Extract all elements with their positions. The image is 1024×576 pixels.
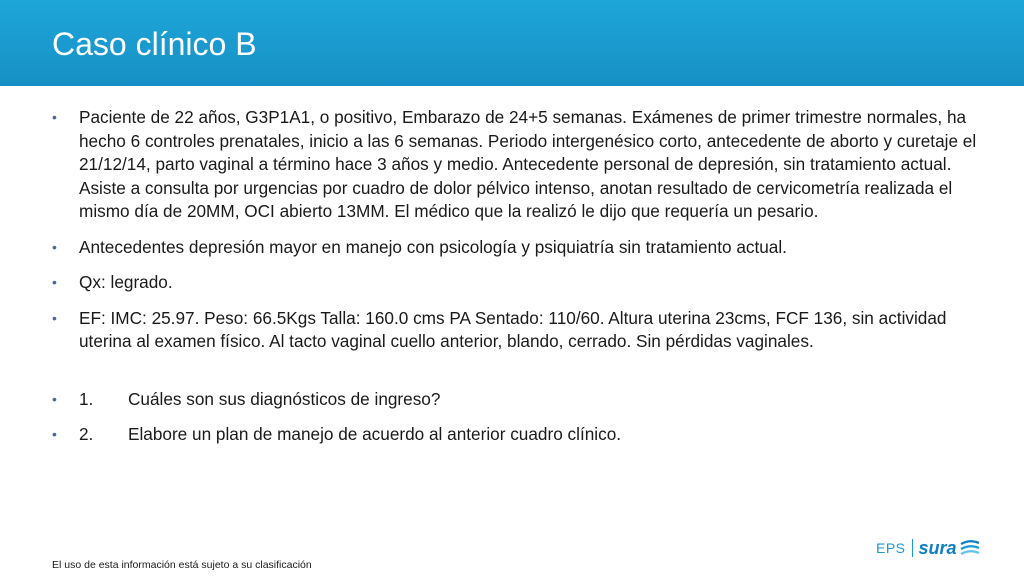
eps-sura-logo <box>876 534 981 562</box>
question-1 <box>52 388 982 412</box>
question-2-text: Elabore un plan de manejo de acuerdo al anterior cuadro clínico. <box>128 424 622 444</box>
slide-header <box>0 0 1024 86</box>
slide-content <box>52 106 982 459</box>
bullet-paragraph-4: • EF: IMC: 25.97. Peso: 66.5Kgs Talla: 160.0 cms PA Sentado: 110/60. Altura uterina 23cms, FCF 136, sin actividad uterina al examen físico. Al tacto vaginal cuello anterior, blando, cerrado. Sin pérdidas vaginales. <box>52 307 982 354</box>
logo-divider <box>912 539 913 557</box>
question-1-number: 1. <box>79 388 94 409</box>
bullet-paragraph-1: • Paciente de 22 años, G3P1A1, o positivo, Embarazo de 24+5 semanas. Exámenes de primer trimestre normales, ha hecho 6 controles prenatales, inicio a las 6 semanas. Periodo intergenésico corto, antecedente de aborto y curetaje el 21/12/14, parto vaginal a término hace 3 años y medio. Antecedente personal de depresión, sin tratamiento actual. Asiste a consulta por urgencias por cuadro de dolor pélvico intenso, anotan resultado de cervicometría realizada el mismo día de 20MM, OCI abierto 13MM. El médico que la realizó le dijo que requería un pesario. <box>52 106 982 224</box>
slide-title: Caso clínico B <box>52 26 257 62</box>
question-2-number: 2. <box>79 424 94 444</box>
classification-note: El uso de esta información está sujeto a su clasificación <box>52 559 312 571</box>
question-1-text: Cuáles son sus diagnósticos de ingreso? <box>128 388 441 409</box>
logo-sura-text: sura <box>918 537 957 558</box>
logo-eps-text: EPS <box>876 540 906 556</box>
question-2 <box>52 423 982 447</box>
bullet-paragraph-3: • Qx: legrado. <box>52 271 982 295</box>
bullet-paragraph-2: • Antecedentes depresión mayor en manejo con psicología y psiquiatría sin tratamiento actual. <box>52 236 982 260</box>
sura-wave-icon <box>959 538 981 558</box>
